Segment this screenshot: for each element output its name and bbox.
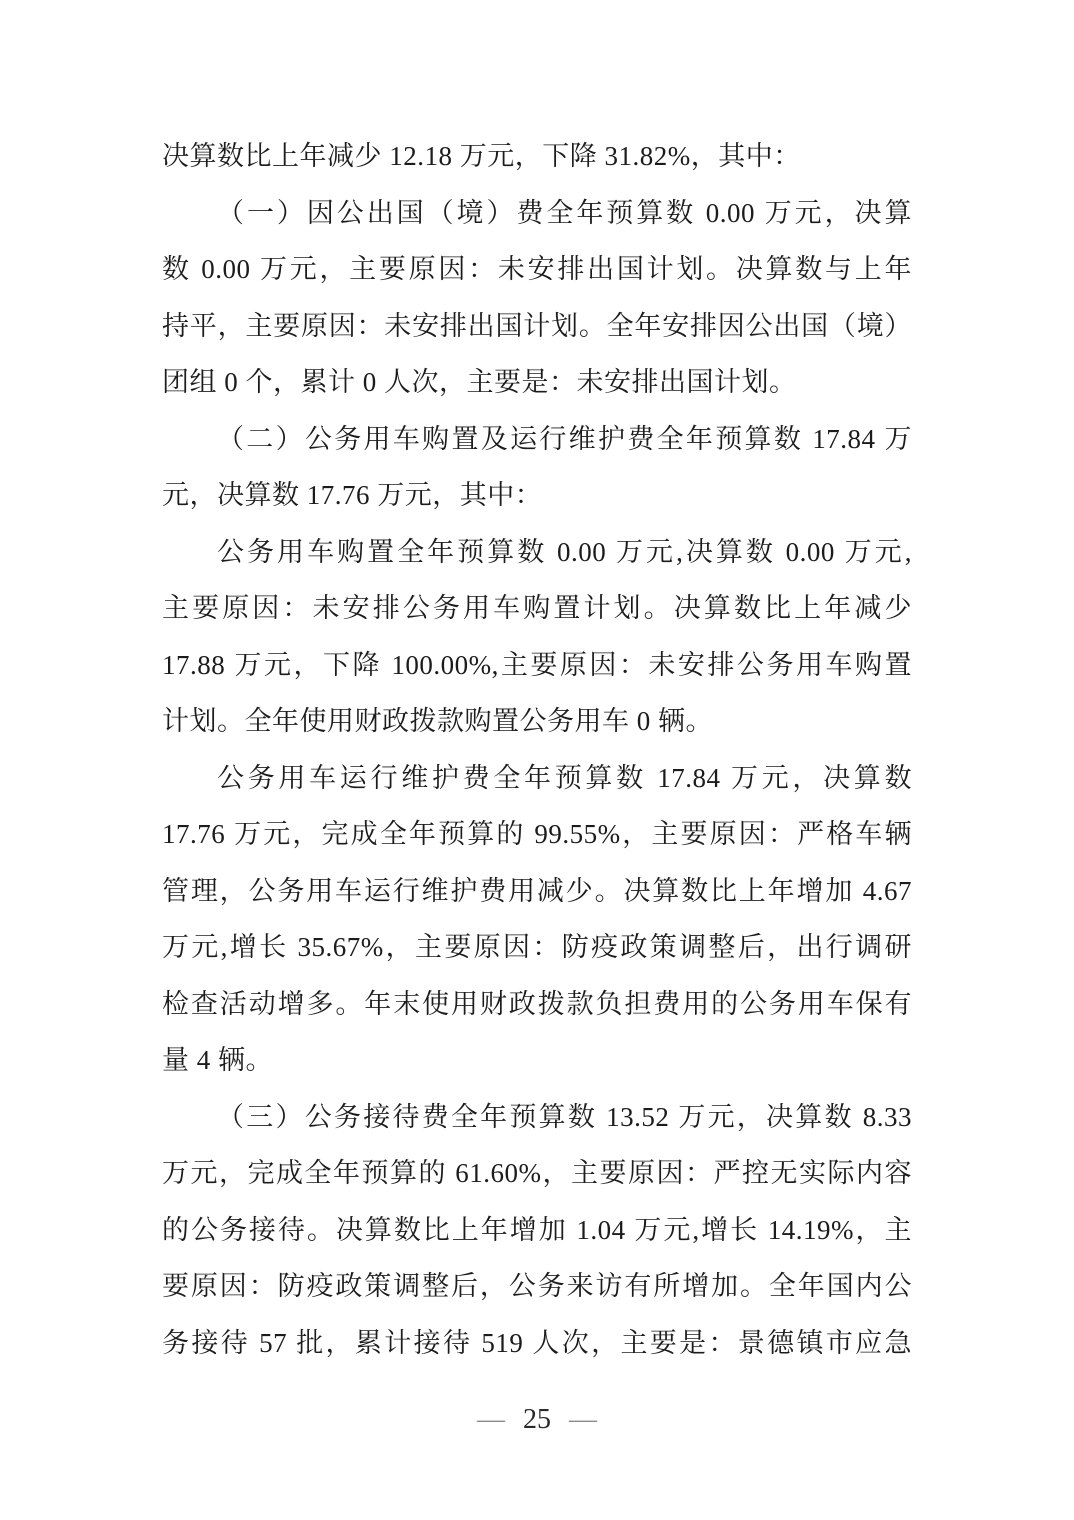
text-line: 元，决算数 17.76 万元，其中： <box>162 480 543 510</box>
text-line: 检查活动增多。年末使用财政拨款负担费用的公务用车保有 <box>162 988 912 1019</box>
text-line: 计划。全年使用财政拨款购置公务用车 0 辆。 <box>162 706 713 736</box>
text-line: 万元,增长 35.67%，主要原因：防疫政策调整后，出行调研 <box>162 932 912 962</box>
document-body <box>162 128 912 1371</box>
text-line: 万元，完成全年预算的 61.60%，主要原因：严控无实际内容 <box>162 1158 912 1188</box>
text-line: 公务用车购置全年预算数 0.00 万元,决算数 0.00 万元, <box>217 536 912 567</box>
text-line: 的公务接待。决算数比上年增加 1.04 万元,增长 14.19%，主 <box>162 1214 912 1245</box>
text-line: （一）因公出国（境）费全年预算数 0.00 万元，决算 <box>217 197 912 228</box>
text-line: （二）公务用车购置及运行维护费全年预算数 17.84 万 <box>217 423 912 454</box>
text-line: 17.76 万元，完成全年预算的 99.55%，主要原因：严格车辆 <box>162 819 912 849</box>
text-line: 要原因：防疫政策调整后，公务来访有所增加。全年国内公 <box>162 1271 912 1301</box>
page-number: 25 <box>523 1404 551 1435</box>
text-line: 公务用车运行维护费全年预算数 17.84 万元，决算数 <box>217 762 912 793</box>
text-line: 17.88 万元，下降 100.00%,主要原因：未安排公务用车购置 <box>162 649 912 680</box>
text-line: 主要原因：未安排公务用车购置计划。决算数比上年减少 <box>162 593 912 623</box>
text-line: 务接待 57 批，累计接待 519 人次，主要是：景德镇市应急 <box>162 1327 912 1358</box>
text-line: 持平，主要原因：未安排出国计划。全年安排因公出国（境） <box>162 310 912 341</box>
text-line: 数 0.00 万元，主要原因：未安排出国计划。决算数与上年 <box>162 254 912 284</box>
footer-left-dash: — <box>477 1404 505 1435</box>
text-line: （三）公务接待费全年预算数 13.52 万元，决算数 8.33 <box>217 1101 912 1132</box>
text-line: 团组 0 个，累计 0 人次，主要是：未安排出国计划。 <box>162 367 797 397</box>
text-line: 管理，公务用车运行维护费用减少。决算数比上年增加 4.67 <box>162 875 912 906</box>
text-line: 决算数比上年减少 12.18 万元，下降 31.82%，其中： <box>162 141 801 171</box>
page-footer <box>0 1398 1074 1442</box>
text-line: 量 4 辆。 <box>162 1045 273 1075</box>
footer-right-dash: — <box>569 1404 597 1435</box>
